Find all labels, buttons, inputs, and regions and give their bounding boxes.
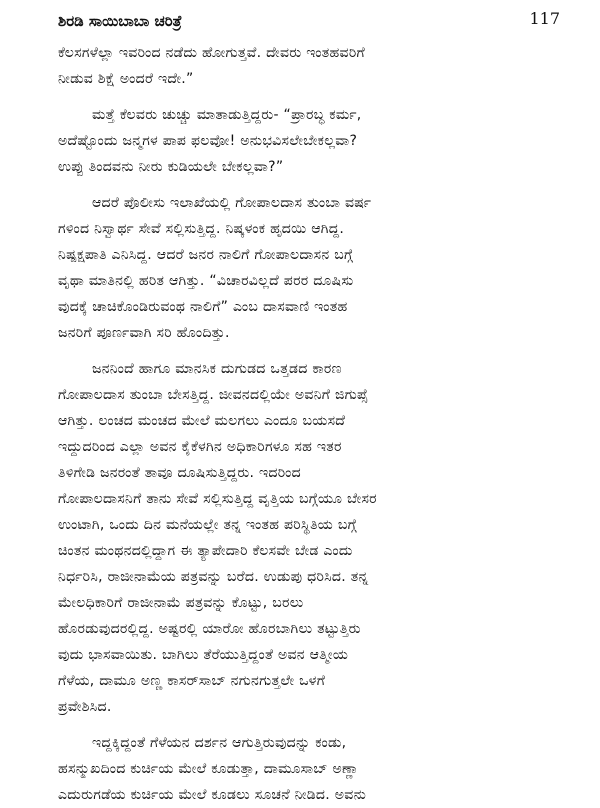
paragraph-gap bbox=[58, 180, 564, 190]
body-text bbox=[58, 40, 564, 808]
text-line: ಪ್ರವೇಶಿಸಿದ. bbox=[58, 699, 112, 715]
text-line: ತಿಳಿಗೇಡಿ ಜನರಂತೆ ತಾವೂ ದೂಷಿಸುತ್ತಿದ್ದರು. ಇದರಿಂದ bbox=[58, 465, 301, 481]
text-line: ಗಳಿಂದ ನಿಸ್ವಾರ್ಥ ಸೇವೆ ಸಲ್ಲಿಸುತ್ತಿದ್ದ. ನಿಷ್ಕಳಂಕ ಹೃದಯಿ ಆಗಿದ್ದ. bbox=[58, 221, 345, 237]
text-line: ಚಿಂತನ ಮಂಥನದಲ್ಲಿದ್ದಾಗ ಈ ತ್ಯಾಪೇದಾರಿ ಕೆಲಸವೇ ಬೇಡ ಎಂದು bbox=[58, 543, 353, 559]
text-line: ವೃಥಾ ಮಾತಿನಲ್ಲಿ ಹರಿತ ಆಗಿತ್ತು. “ವಿಚಾರವಿಲ್ಲದೆ ಪರರ ದೂಷಿಸು bbox=[58, 273, 354, 289]
text-line: ಮೇಲಧಿಕಾರಿಗೆ ರಾಜೀನಾಮೆ ಪತ್ರವನ್ನು ಕೊಟ್ಟು, ಬರಲು bbox=[58, 595, 304, 611]
text-line: ಗೋಪಾಲದಾಸ ತುಂಬಾ ಬೇಸತ್ತಿದ್ದ. ಜೀವನದಲ್ಲಿಯೇ ಅವನಿಗೆ ಜಿಗುಪ್ಸೆ bbox=[58, 387, 369, 403]
page-number: 117 bbox=[529, 9, 560, 28]
text-line: ಉಪ್ಪು ತಿಂದವನು ನೀರು ಕುಡಿಯಲೇ ಬೇಕಲ್ಲವಾ?” bbox=[58, 159, 284, 175]
paragraph-gap bbox=[58, 92, 564, 102]
text-line: ಇದ್ದುದರಿಂದ ಎಲ್ಲಾ ಅವನ ಕೈಕೆಳಗಿನ ಅಧಿಕಾರಿಗಳೂ ಸಹ ಇತರ bbox=[58, 439, 342, 455]
text-line: ಮತ್ತೆ ಕೆಲವರು ಚುಚ್ಚು ಮಾತಾಡುತ್ತಿದ್ದರು- “ಪ್ರಾರಬ್ಧ ಕರ್ಮ, bbox=[92, 107, 362, 123]
text-line: ಹೊರಡುವುದರಲ್ಲಿದ್ದ. ಅಷ್ಟರಲ್ಲಿ ಯಾರೋ ಹೊರಬಾಗಿಲು ತಟ್ಟುತ್ತಿರು bbox=[58, 621, 361, 637]
text-line: ಕೆಲಸಗಳೆಲ್ಲಾ ಇವರಿಂದ ನಡೆದು ಹೋಗುತ್ತವೆ. ದೇವರು ಇಂತಹವರಿಗೆ bbox=[58, 45, 365, 61]
text-line: ವುದಕ್ಕೆ ಚಾಚಿಕೊಂಡಿರುವಂಥ ನಾಲಿಗೆ” ಎಂಬ ದಾಸವಾಣಿ ಇಂತಹ bbox=[58, 299, 348, 315]
text-line: ಜನನಿಂದೆ ಹಾಗೂ ಮಾನಸಿಕ ದುಗುಡದ ಒತ್ತಡದ ಕಾರಣ bbox=[92, 361, 342, 377]
text-line: ಇದ್ದಕ್ಕಿದ್ದಂತೆ ಗೆಳೆಯನ ದರ್ಶನ ಆಗುತ್ತಿರುವುದನ್ನು ಕಂಡು, bbox=[92, 735, 347, 751]
text-line: ನೀಡುವ ಶಿಕ್ಷೆ ಅಂದರೆ ಇದೇ.” bbox=[58, 71, 194, 87]
paragraph-gap bbox=[58, 720, 564, 730]
text-line: ಉಂಟಾಗಿ, ಒಂದು ದಿನ ಮನೆಯಲ್ಲೇ ತನ್ನ ಇಂತಹ ಪರಿಸ್ಥಿತಿಯ ಬಗ್ಗೆ bbox=[58, 517, 357, 533]
paragraph bbox=[58, 102, 564, 180]
text-line: ಆಗಿತ್ತು. ಲಂಚದ ಮಂಚದ ಮೇಲೆ ಮಲಗಲು ಎಂದೂ ಬಯಸದೆ bbox=[58, 413, 346, 429]
paragraph bbox=[58, 356, 564, 720]
paragraph bbox=[58, 40, 564, 92]
text-line: ಆದರೆ ಪೊಲೀಸು ಇಲಾಖೆಯಲ್ಲಿ ಗೋಪಾಲದಾಸ ತುಂಬಾ ವರ್ಷ bbox=[92, 195, 372, 211]
text-line: ಜನರಿಗೆ ಪೂರ್ಣವಾಗಿ ಸರಿ ಹೊಂದಿತ್ತು. bbox=[58, 325, 230, 341]
text-line: ಹಸನ್ಮುಖದಿಂದ ಕುರ್ಚಿಯ ಮೇಲೆ ಕೂಡುತ್ತಾ, ದಾಮೂಸಾಬ್ ಅಣ್ಣಾ bbox=[58, 761, 359, 777]
text-line: ಅದೆಷ್ಟೊಂದು ಜನ್ಮಗಳ ಪಾಪ ಫಲವೋ! ಅನುಭವಿಸಲೇಬೇಕಲ್ಲವಾ? bbox=[58, 133, 358, 149]
text-line: ಎದುರುಗಡೆಯ ಕುರ್ಚಿಯ ಮೇಲೆ ಕೂಡಲು ಸೂಚನೆ ನೀಡಿದ. ಅವನು bbox=[58, 787, 367, 803]
paragraph bbox=[58, 190, 564, 346]
paragraph-gap bbox=[58, 346, 564, 356]
running-header bbox=[58, 6, 560, 36]
text-line: ವುದು ಭಾಸವಾಯಿತು. ಬಾಗಿಲು ತೆರೆಯುತ್ತಿದ್ದಂತೆ ಅವನ ಆತ್ಮೀಯ bbox=[58, 647, 349, 663]
text-line: ಗೋಪಾಲದಾಸನಿಗೆ ತಾನು ಸೇವೆ ಸಲ್ಲಿಸುತ್ತಿದ್ದ ವೃತ್ತಿಯ ಬಗ್ಗೆಯೂ ಬೇಸರ bbox=[58, 491, 377, 507]
text-line: ನಿಷ್ಪಕ್ಷಪಾತಿ ಎನಿಸಿದ್ದ. ಆದರೆ ಜನರ ನಾಲಿಗೆ ಗೋಪಾಲದಾಸನ ಬಗ್ಗೆ bbox=[58, 247, 354, 263]
book-title: ಶಿರಡಿ ಸಾಯಿಬಾಬಾ ಚರಿತ್ರೆ bbox=[58, 12, 182, 30]
text-line: ನಿರ್ಧರಿಸಿ, ರಾಜೀನಾಮೆಯ ಪತ್ರವನ್ನು ಬರೆದ. ಉಡುಪು ಧರಿಸಿದ. ತನ್ನ bbox=[58, 569, 369, 585]
paragraph bbox=[58, 730, 564, 808]
text-line: ಗೆಳೆಯ, ದಾಮೂ ಅಣ್ಣ ಕಾಸರ್‌ಸಾಬ್ ನಗುನಗುತ್ತಲೇ ಒಳಗೆ bbox=[58, 673, 326, 689]
